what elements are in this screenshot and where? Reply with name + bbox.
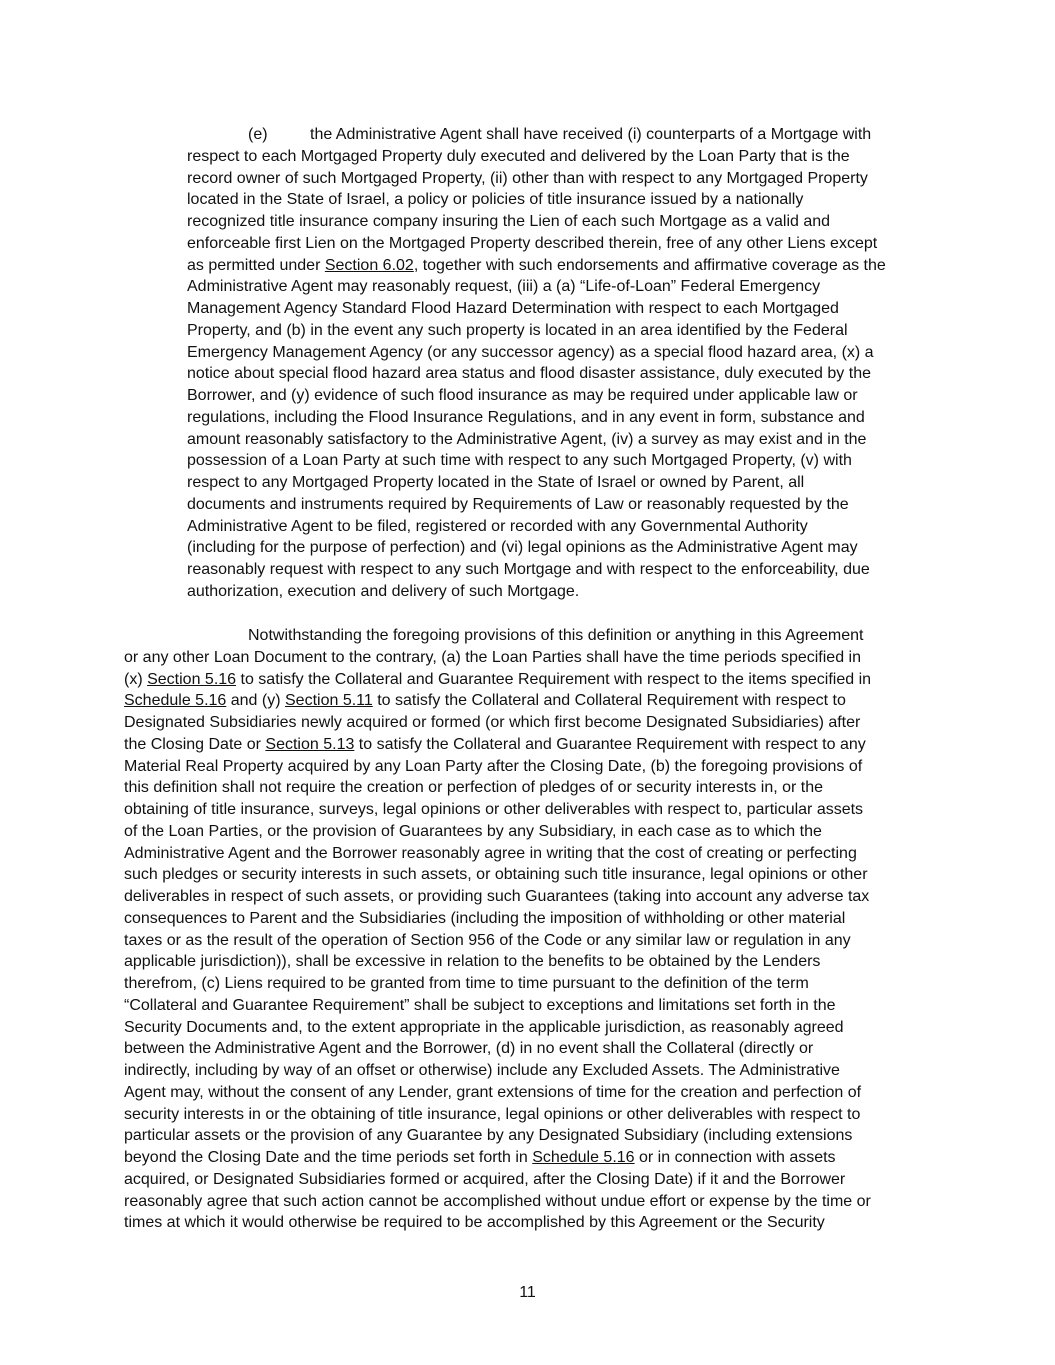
paragraph-line: amount reasonably satisfactory to the Administrative Agent, (iv) a survey as may exist and in the [187, 430, 867, 448]
paragraph-line: Administrative Agent may reasonably request, (iii) a (a) “Life-of-Loan” Federal Emergency [187, 278, 821, 296]
paragraph-line: notice about special flood hazard area status and flood disaster assistance, duly executed by the [187, 365, 871, 383]
line-text: the Closing Date or [124, 735, 266, 753]
paragraph-line: Property, and (b) in the event any such property is located in an area identified by the Federal [187, 321, 848, 339]
paragraph-notwithstanding [124, 625, 871, 1234]
paragraph-line: such pledges or security interests in such assets, or obtaining such title insurance, legal opinions or other [124, 866, 868, 884]
line-text: beyond the Closing Date and the time periods set forth in [124, 1149, 533, 1166]
paragraph-line [248, 124, 947, 146]
paragraph-line: respect to any Mortgaged Property located in the State of Israel or owned by Parent, all [187, 474, 805, 491]
section-reference-link: Section 5.16 [147, 670, 237, 688]
paragraph-line: of the Loan Parties, or the provision of Guarantees by any Subsidiary, in each case as to which the [124, 822, 822, 840]
paragraph-line: deliverables in respect of such assets, or providing such Guarantees (taking into account any adverse tax [124, 888, 870, 905]
page-number: 11 [519, 1284, 536, 1301]
paragraph-line: Agent may, without the consent of any Lender, grant extensions of time for the creation and perfection of [124, 1083, 862, 1101]
paragraph-line: applicable jurisdiction)), shall be excessive in relation to the benefits to be obtained by the Lenders [124, 953, 821, 971]
schedule-reference-link: Schedule 5.16 [124, 692, 227, 710]
section-reference-link: Section 5.11 [285, 692, 373, 710]
paragraph-line: indirectly, including by way of an offset or otherwise) include any Excluded Assets. The Administrative [124, 1062, 840, 1079]
paragraph-line: particular assets or the provision of any Guarantee by any Designated Subsidiary (including extensions [124, 1127, 853, 1145]
line-text: as permitted under [187, 256, 325, 274]
paragraph-line: Administrative Agent to be filed, registered or recorded with any Governmental Authority [187, 517, 808, 535]
paragraph-line: obtaining of title insurance, surveys, legal opinions or other deliverables with respect to, particular assets [124, 801, 864, 818]
paragraph-line: or any other Loan Document to the contrary, (a) the Loan Parties shall have the time periods specified in [124, 648, 861, 666]
section-reference-link: Section 6.02 [324, 256, 414, 274]
paragraph-line: reasonably agree that such action cannot be accomplished without undue effort or expense by the time or [124, 1192, 871, 1210]
paragraph-line: respect to each Mortgaged Property duly executed and delivered by the Loan Party that is the [187, 147, 850, 165]
paragraph-line: this definition shall not require the creation or perfection of pledges of or security interests in, or the [124, 779, 824, 797]
paragraph-line: between the Administrative Agent and the Borrower, (d) in no event shall the Collateral (directly or [124, 1040, 814, 1058]
paragraph-line: regulations, including the Flood Insurance Regulations, and in any event in form, substance and [187, 408, 865, 426]
paragraph-line: authorization, execution and delivery of such Mortgage. [187, 582, 580, 600]
clause-label: (e) [248, 126, 268, 143]
paragraph-line: (including for the purpose of perfection) and (vi) legal opinions as the Administrative Agent may [187, 539, 858, 557]
section-reference-link: Section 5.13 [265, 735, 355, 753]
paragraph-e [187, 124, 886, 603]
paragraph-line: recognized title insurance company insuring the Lien of each such Mortgage as a valid and [187, 213, 831, 230]
paragraph-line: consequences to Parent and the Subsidiaries (including the imposition of withholding or other material [124, 909, 846, 927]
paragraph-line: Designated Subsidiaries newly acquired or formed (or which first become Designated Subsidiaries) after [124, 714, 861, 731]
paragraph-line: located in the State of Israel, a policy or policies of title insurance issued by a nationally [187, 191, 804, 209]
line-text: to satisfy the Collateral and Guarantee Requirement with respect to the items specified in [236, 670, 872, 688]
paragraph-line: Security Documents and, to the extent appropriate in the applicable jurisdiction, as reasonably agreed [124, 1018, 844, 1036]
paragraph-line: therefrom, (c) Liens required to be granted from time to time pursuant to the definition of the term [124, 975, 809, 992]
paragraph-line [187, 255, 886, 277]
line-text: the Administrative Agent shall have received (i) counterparts of a Mortgage with [310, 126, 872, 143]
schedule-reference-link: Schedule 5.16 [532, 1149, 635, 1166]
line-text: , together with such endorsements and affirmative coverage as the [413, 256, 886, 274]
paragraph-line: Material Real Property acquired by any Loan Party after the Closing Date, (b) the foregoing provisions of [124, 757, 863, 775]
paragraph-line: acquired, or Designated Subsidiaries formed or acquired, after the Closing Date) if it and the Borrower [124, 1170, 846, 1188]
paragraph-line [124, 1147, 871, 1169]
paragraph-line: Administrative Agent and the Borrower reasonably agree in writing that the cost of creating or perfecting [124, 844, 857, 862]
line-text: or in connection with assets [634, 1149, 836, 1166]
paragraph-line: reasonably request with respect to any such Mortgage and with respect to the enforceability, due [187, 561, 870, 578]
paragraph-line: taxes or as the result of the operation of Section 956 of the Code or any similar law or regulation in any [124, 931, 851, 949]
paragraph-line: possession of a Loan Party at such time with respect to any such Mortgaged Property, (v) with [187, 452, 852, 470]
paragraph-line: Emergency Management Agency (or any successor agency) as a special flood hazard area, (x) a [187, 343, 874, 361]
paragraph-line: enforceable first Lien on the Mortgaged Property described therein, free of any other Liens except [187, 234, 878, 252]
paragraph-line [124, 734, 871, 756]
paragraph-line: security interests in or the obtaining of title insurance, legal opinions or other deliverables with respect to [124, 1105, 861, 1123]
paragraph-line: Management Agency Standard Flood Hazard Determination with respect to each Mortgaged [187, 300, 839, 317]
paragraph-line: times at which it would otherwise be required to be accomplished by this Agreement or the Security [124, 1214, 825, 1232]
paragraph-line: documents and instruments required by Requirements of Law or reasonably requested by the [187, 495, 849, 513]
line-text: to satisfy the Collateral and Guarantee Requirement with respect to any [354, 735, 866, 753]
paragraph-line: record owner of such Mortgaged Property, (ii) other than with respect to any Mortgaged Property [187, 169, 868, 187]
paragraph-line [124, 690, 871, 712]
line-text: to satisfy the Collateral and Collateral Requirement with respect to [372, 692, 846, 710]
line-text: and (y) [226, 692, 285, 710]
paragraph-line: Borrower, and (y) evidence of such flood insurance as may be required under applicable law or [187, 387, 858, 404]
paragraph-line [124, 669, 871, 691]
paragraph-line: “Collateral and Guarantee Requirement” shall be subject to exceptions and limitations set forth in the [124, 996, 836, 1014]
paragraph-line: Notwithstanding the foregoing provisions of this definition or anything in this Agreement [248, 627, 864, 644]
line-text: (x) [124, 670, 148, 688]
